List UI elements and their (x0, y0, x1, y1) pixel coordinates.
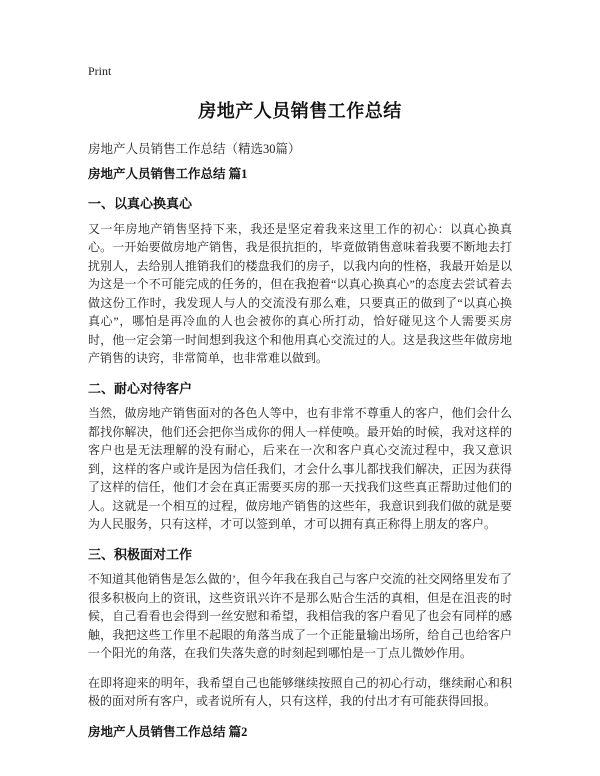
print-link[interactable]: Print (88, 64, 112, 78)
article-heading-part1: 房地产人员销售工作总结 篇1 (88, 166, 248, 181)
body-paragraph: 当然，做房地产销售面对的各色人等中，也有非常不尊重人的客户，他们会什么都找你解决，他们还会把你当成你的佣人一样使唤。最开始的时候，我对这样的客户也是无法理解的没有耐心，后来在一次和客户真心交流过程中，我又意识到，这样的客户或许是因为信任我们，才会什么事儿都找我们解决，正因为获得了这样的信任，他们才会在真正需要买房的那一天找我们这些真正帮助过他们的人。这就是一个相互的过程，做房地产销售的这些年，我意识到我们做的就是要为人民服务，只有这样，才可以签到单，才可以拥有真正称得上朋友的客户。 (88, 406, 512, 531)
body-paragraph: 在即将迎来的明年，我希望自己也能够继续按照自己的初心行动，继续耐心和积极的面对所有客户，或者说所有人，只有这样，我的付出才有可能获得回报。 (88, 675, 512, 708)
collection-subtitle: 房地产人员销售工作总结（精选30篇） (88, 142, 301, 156)
body-paragraph: 不知道其他销售是怎么做的’，但今年我在我自己与客户交流的社交网络里发布了很多积极向上的资讯，这些资讯兴许不是那么贴合生活的真相，但是在沮丧的时候，自己看看也会得到一丝安慰和希望，我相信我的客户看见了也会有同样的感触，我把这些工作里不起眼的角落当成了一个正能量输出场所，给自己也给客户一个阳光的角落，在我们失落失意的时刻起到哪怕是一丁点儿微妙作用。 (88, 572, 512, 660)
body-paragraph: 又一年房地产销售坚持下来，我还是坚定着我来这里工作的初心：以真心换真心。一开始要做房地产销售，我是很抗拒的，毕竟做销售意味着我要不断地去打扰别人，去给别人推销我们的楼盘我们的房子，以我内向的性格，我最开始是以为这是一个不可能完成的任务的，但在我抱着“以真心换真心”的态度去尝试着去做这份工作时，我发现人与人的交流没有那么难，只要真正的做到了“以真心换真心”，哪怕是再冷血的人也会被你的真心所打动，恰好碰见这个人需要买房时，他一定会第一时间想到我这个和他用真心交流过的人。这是我这些年做房地产销售的诀窍，非常简单，也非常难以做到。 (88, 221, 512, 365)
section-heading-2: 二、耐心对待客户 (88, 380, 193, 396)
article-heading-part2: 房地产人员销售工作总结 篇2 (88, 724, 248, 739)
section-heading-3: 三、积极面对工作 (88, 546, 193, 562)
page-title: 房地产人员销售工作总结 (198, 101, 402, 121)
section-heading-1: 一、以真心换真心 (88, 196, 193, 211)
